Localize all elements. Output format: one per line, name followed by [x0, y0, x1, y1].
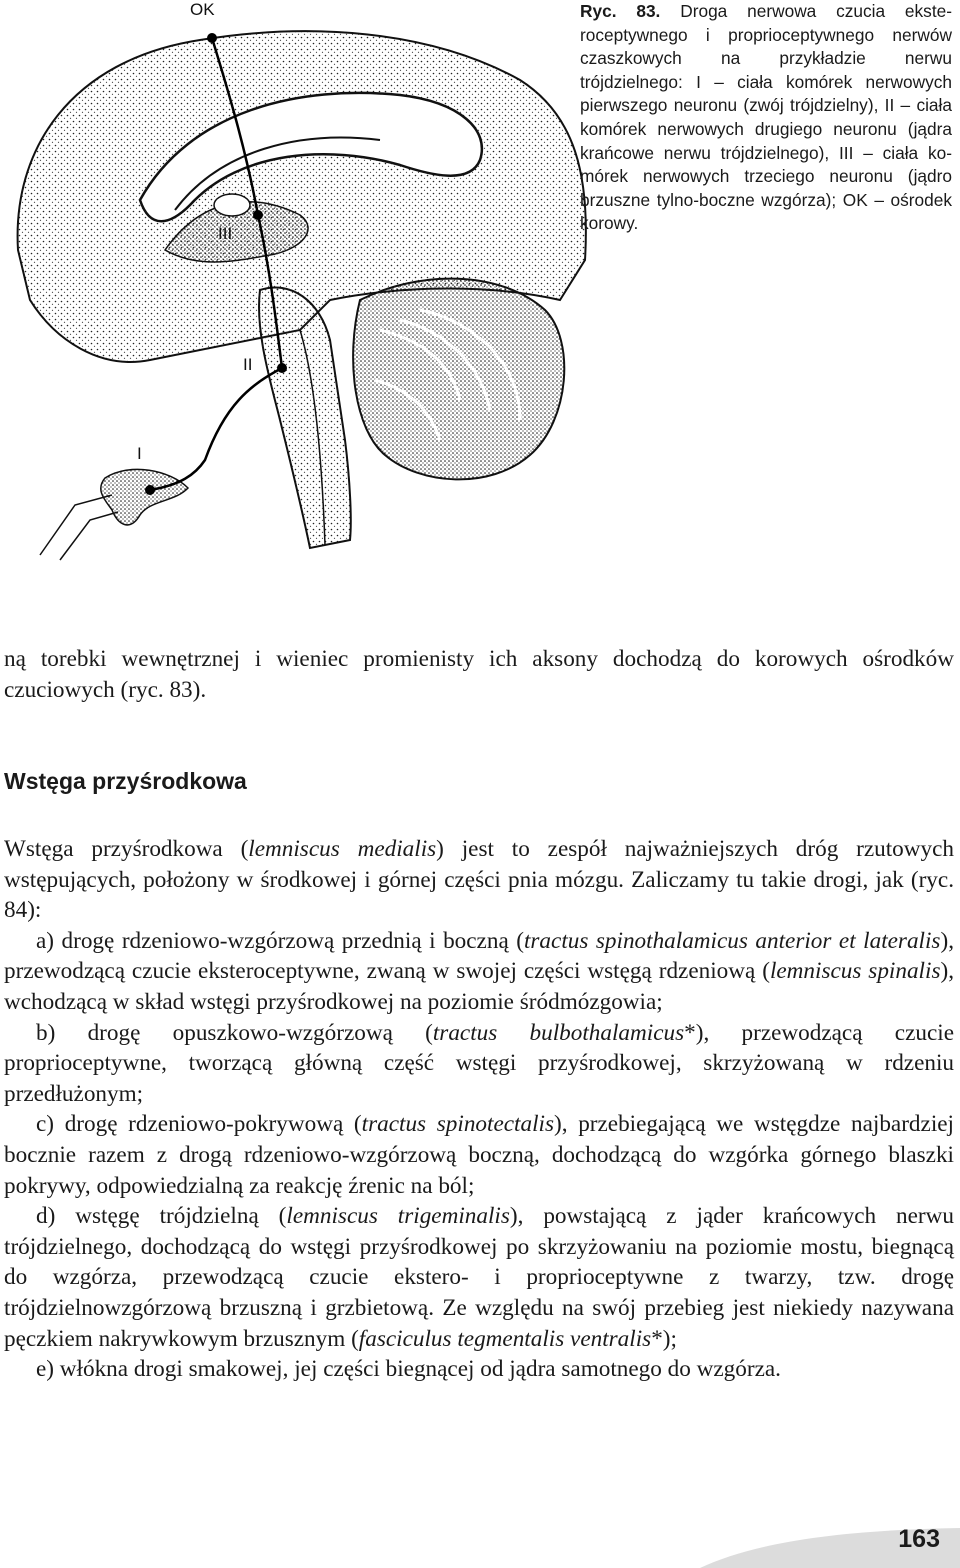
- item-a-latin-1: tractus spinothalamicus anterior et lateralis: [523, 927, 941, 954]
- brain-illustration: [0, 0, 600, 610]
- list-item-c: [4, 1109, 954, 1201]
- label-i: I: [137, 444, 142, 463]
- item-c-text-1: c) drogę rdzeniowo-pokrywową (: [36, 1111, 362, 1138]
- item-a-text-1: a) drogę rdzeniowo-wzgórzową przednią i boczną (: [36, 927, 524, 954]
- list-item-a: [4, 926, 954, 1018]
- item-a-latin-2: lemniscus spinalis: [769, 958, 941, 985]
- label-ok: OK: [190, 0, 215, 19]
- list-item-b: [4, 1018, 954, 1110]
- item-b-text-1: b) drogę opuszkowo-wzgórzową (: [36, 1019, 433, 1046]
- list-item-e: [4, 1354, 954, 1385]
- section-heading: Wstęga przyśrodkowa: [4, 768, 247, 794]
- item-c-text-2: ), przebiegającą we wstęgdze najbardziej bocznie razem z drogą rdzeniowo-wzgórzową boczną, dochodzącą do wzgórka górnego blaszki pokrywy, odpowiedzialną za reakcję źrenic na ból;: [4, 1111, 954, 1199]
- intro-text-1: Wstęga przyśrodkowa (: [4, 836, 249, 862]
- item-d-latin-2: fasciculus tegmentalis ventralis: [358, 1325, 652, 1352]
- item-b-latin-1: tractus bulbothalamicus: [432, 1019, 685, 1046]
- intro-paragraph: [4, 834, 954, 926]
- intro-latin-term: lemniscus medialis: [248, 836, 437, 862]
- list-item-d: [4, 1201, 954, 1354]
- item-b-text-2: *), przewodzącą czucie proprioceptywne, tworzącą główną część wstęgi przyśrodkowej, skrzyżowaną w rdzeniu przedłużonym;: [4, 1019, 954, 1107]
- figure-trigeminal-pathway: [0, 0, 600, 610]
- label-ii: II: [243, 355, 253, 374]
- section-body: [4, 834, 954, 1385]
- caption-number: Ryc. 83.: [580, 1, 661, 21]
- label-iii: III: [218, 224, 233, 243]
- continuation-paragraph: ną torebki wewnętrznej i wieniec promienisty ich aksony dochodzą do korowych ośrodków czuciowych (ryc. 83).: [4, 646, 954, 703]
- page-number: 163: [898, 1525, 940, 1553]
- item-e-text-1: e) włókna drogi smakowej, jej części biegnącej od jądra samotnego do wzgórza.: [36, 1356, 781, 1383]
- caption-text: Droga nerwowa czucia eksteroceptywnego i proprioceptywnego nerwów czaszkowych na przykładzie nerwu trójdzielnego: I – ciała komórek nerwowych pierwszego neuronu (zwój trójdzielny), II – ciała komórek nerwowych drugiego neuronu (jądra krańcowe nerwu trójdzielnego), III – ciała komórek nerwowych trzeciego neuronu (jądro brzuszne tylno-boczne wzgórza); OK – ośrodek korowy.: [580, 1, 953, 234]
- intro-text-2: ) jest to zespół najważniejszych dróg rzutowych wstępujących, położony w środkowej i górnej części pnia mózgu. Zaliczamy tu takie drogi, jak (ryc. 84):: [4, 836, 954, 924]
- item-a-text-2: ), przewodzącą czucie eksteroceptywne, zwaną w swojej części wstęgą rdzeniową (: [4, 927, 954, 985]
- item-d-latin-1: lemniscus trigeminalis: [286, 1203, 510, 1230]
- item-d-text-3: *);: [651, 1325, 677, 1352]
- item-a-text-3: ), wchodzącą w skład wstęgi przyśrodkowej na poziomie śródmózgowia;: [4, 958, 954, 1015]
- item-d-text-2: ), powstającą z jąder krańcowych nerwu trójdzielnego, dochodzącą do wstęgi przyśrodkowej po skrzyżowaniu na poziomie mostu, biegnącą do wzgórza, przewodzącą czucie ekstero- i proprioceptywne z twarzy, tzw. drogę trójdzielnowzgórzową brzuszną i grzbietową. Ze względu na swój przebieg jest niekiedy nazywana pęczkiem nakrywkowym brzusznym (: [4, 1203, 954, 1352]
- item-c-latin-1: tractus spinotectalis: [361, 1111, 554, 1138]
- item-d-text-1: d) wstęgę trójdzielną (: [36, 1203, 287, 1230]
- figure-caption: [580, 0, 952, 236]
